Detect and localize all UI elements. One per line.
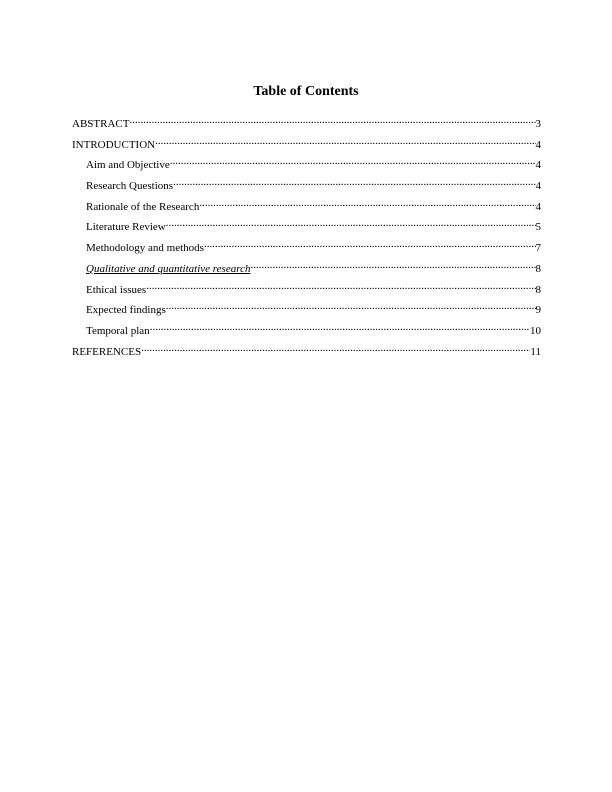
toc-leader-dots	[199, 197, 535, 210]
toc-entry-text: Rationale of the Research	[86, 200, 200, 213]
toc-leader-dots	[173, 176, 535, 189]
toc-leader-dots	[204, 238, 536, 251]
toc-entry-references[interactable]	[72, 342, 541, 363]
toc-list	[72, 114, 541, 362]
toc-entry-text: Qualitative and quantitative research	[86, 262, 251, 275]
toc-entry-text: Literature Review	[86, 221, 166, 234]
toc-leader-dots	[166, 217, 536, 230]
toc-page-number: 5	[535, 221, 541, 234]
toc-entry-text: Expected findings	[86, 304, 166, 317]
toc-leader-dots	[150, 321, 530, 334]
toc-page-number: 8	[535, 262, 541, 275]
toc-entry-text: Ethical issues	[86, 283, 147, 296]
toc-page-number: 9	[535, 304, 541, 317]
toc-entry-methodology[interactable]	[72, 238, 541, 259]
toc-entry-text: ABSTRACT	[72, 118, 130, 130]
toc-entry-abstract[interactable]	[72, 114, 541, 135]
toc-title: Table of Contents	[253, 84, 359, 99]
toc-entry-aim-and-objective[interactable]	[72, 155, 541, 176]
toc-leader-dots	[146, 280, 535, 293]
toc-leader-dots	[170, 155, 536, 168]
toc-entry-qualitative-quantitative[interactable]	[72, 259, 541, 280]
toc-entry-text: Methodology and methods	[86, 242, 204, 255]
toc-leader-dots	[129, 114, 535, 127]
toc-leader-dots	[166, 300, 536, 313]
toc-entry-text: INTRODUCTION	[72, 138, 156, 151]
toc-entry-text: Temporal plan	[86, 324, 150, 337]
toc-entry-research-questions[interactable]	[72, 176, 541, 197]
toc-leader-dots	[141, 342, 530, 355]
toc-page-number: 11	[530, 345, 541, 358]
toc-page-number: 4	[535, 180, 541, 193]
toc-entry-expected-findings[interactable]	[72, 300, 541, 321]
toc-page-number: 4	[535, 200, 541, 213]
toc-entry-introduction[interactable]	[72, 135, 541, 156]
toc-page-number: 10	[530, 324, 541, 337]
toc-entry-rationale[interactable]	[72, 197, 541, 218]
toc-page-number: 3	[535, 118, 541, 130]
toc-entry-text: Aim and Objective	[86, 159, 170, 172]
toc-entry-text: Research Questions	[86, 180, 174, 193]
toc-entry-ethical-issues[interactable]	[72, 280, 541, 301]
toc-entry-text: REFERENCES	[72, 345, 142, 358]
toc-leader-dots	[250, 259, 535, 272]
toc-page-number: 4	[535, 159, 541, 172]
toc-page-number: 7	[535, 242, 541, 255]
toc-entry-temporal-plan[interactable]	[72, 321, 541, 342]
toc-entry-literature-review[interactable]	[72, 217, 541, 238]
toc-page-number: 8	[535, 283, 541, 296]
toc-page-number: 4	[535, 138, 541, 151]
toc-leader-dots	[155, 135, 535, 148]
